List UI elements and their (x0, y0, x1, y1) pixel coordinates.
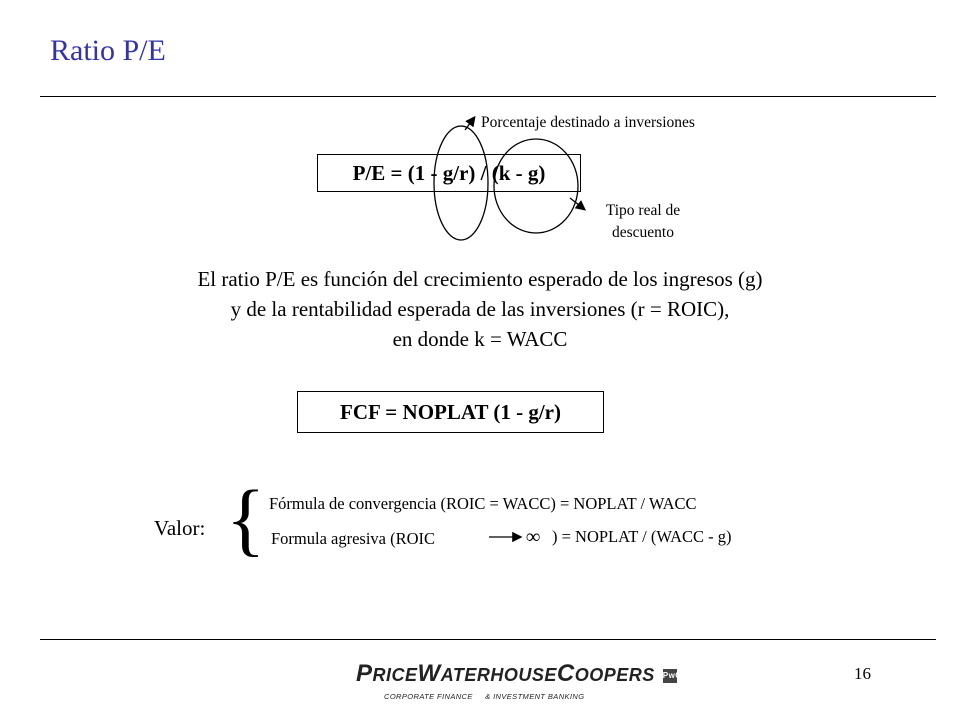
brace-icon: { (226, 473, 266, 564)
logo-oopers: OOPERS (574, 665, 655, 685)
logo-aterhouse: ATERHOUSE (440, 665, 557, 685)
logo-mark-icon: PwC (663, 669, 677, 683)
fcf-formula-box (297, 391, 604, 433)
logo-p: P (356, 660, 373, 687)
valor-aggressive-suffix: ) = NOPLAT / (WACC - g) (552, 527, 732, 546)
paragraph-line-2: y de la rentabilidad esperada de las inversiones (r = ROIC), (230, 297, 730, 321)
footer-corporate-finance: CORPORATE FINANCE (384, 692, 473, 701)
explanation-paragraph (40, 264, 920, 354)
valor-aggressive-prefix: Formula agresiva (ROIC (271, 529, 436, 548)
logo-c: C (556, 660, 575, 687)
logo-rice: RICE (372, 665, 418, 685)
logo-w: W (417, 660, 441, 687)
ellipse-g-over-r (434, 126, 488, 240)
company-logo (356, 660, 682, 688)
paragraph-line-1: El ratio P/E es función del crecimiento esperado de los ingresos (g) (197, 267, 763, 291)
arrow-to-note-bottom (570, 198, 584, 209)
ellipse-k-minus-g (494, 139, 578, 233)
slide-title: Ratio P/E (50, 34, 166, 67)
footer-investment-banking: & INVESTMENT BANKING (485, 692, 585, 701)
note-discount-line1: Tipo real de (605, 202, 681, 219)
paragraph-line-3: en donde k = WACC (392, 327, 568, 351)
bottom-divider (40, 639, 936, 640)
fcf-formula-text: FCF = NOPLAT (1 - g/r) (340, 399, 561, 424)
valor-label: Valor: (154, 516, 206, 540)
footer-tagline (384, 692, 584, 701)
valor-convergence-formula: Fórmula de convergencia (ROIC = WACC) = NOPLAT / WACC (269, 494, 697, 513)
pe-formula-text: P/E = (1 - g/r) / (k - g) (352, 160, 546, 185)
page-number: 16 (854, 664, 871, 683)
infinity-symbol: ∞ (526, 526, 541, 548)
note-reinvestment: Porcentaje destinado a inversiones (481, 114, 695, 131)
note-discount-line2: descuento (612, 224, 674, 241)
